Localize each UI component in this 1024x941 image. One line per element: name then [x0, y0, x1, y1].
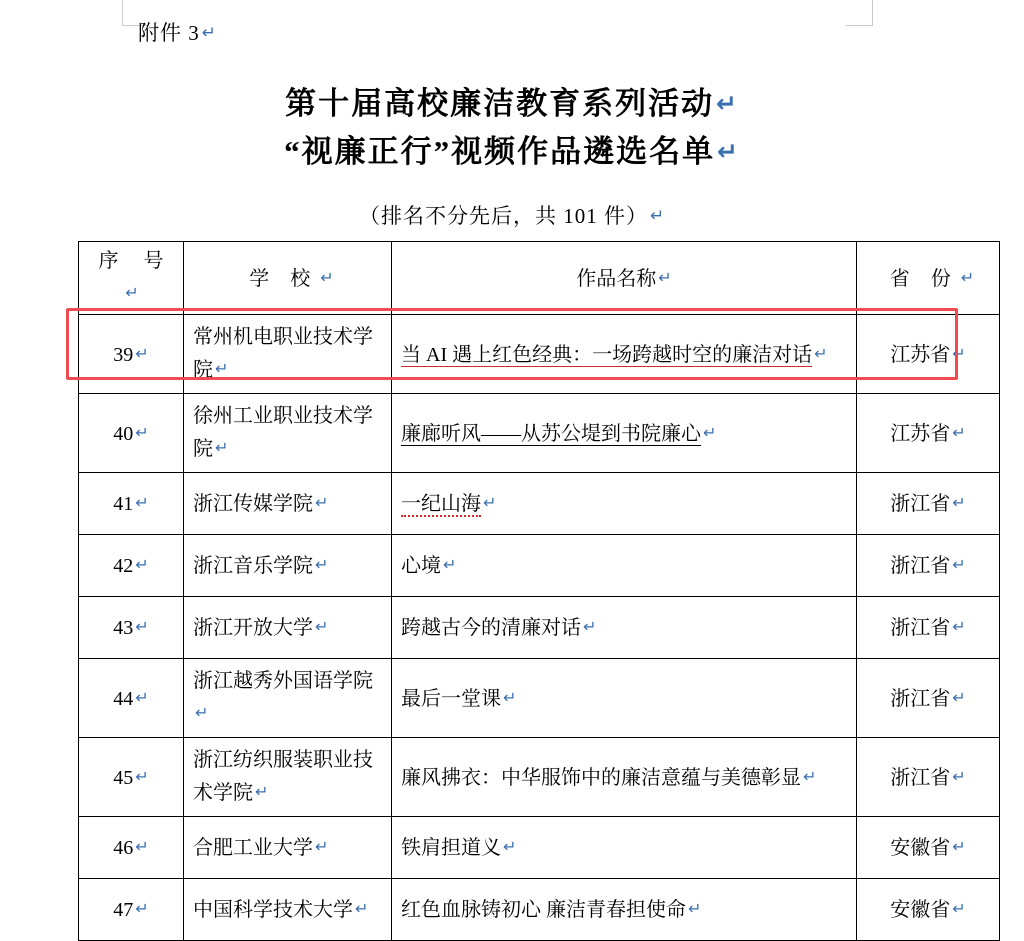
cell-school: [184, 315, 392, 394]
cell-work: [392, 315, 857, 394]
pilcrow-mark: ↵: [135, 837, 149, 856]
cell-province-value: 江苏省: [890, 343, 951, 366]
column-header-province: [857, 242, 1000, 315]
cell-province-value: 浙江省: [890, 617, 951, 639]
pilcrow-mark: ↵: [315, 617, 329, 636]
pilcrow-mark: ↵: [583, 617, 597, 636]
cell-work-value: 一纪山海: [401, 493, 481, 515]
column-header-school-label: 学 校: [249, 267, 319, 290]
cell-province: [857, 535, 1000, 597]
pilcrow-mark: ↵: [952, 422, 966, 442]
selection-list-table: [78, 241, 1000, 941]
cell-no: [79, 315, 184, 394]
cell-school: [184, 394, 392, 473]
cell-province: [857, 659, 1000, 738]
table-row: [79, 315, 1000, 394]
cell-province: [857, 315, 1000, 394]
pilcrow-mark: ↵: [649, 205, 666, 225]
page-corner-mark-top-right-horizontal: [846, 25, 872, 26]
pilcrow-mark: ↵: [135, 899, 149, 918]
pilcrow-mark: ↵: [315, 555, 329, 574]
cell-no: [79, 879, 184, 941]
cell-work: [392, 597, 857, 659]
table-header: [79, 242, 1000, 315]
pilcrow-mark: ↵: [135, 617, 149, 636]
page-corner-mark-top-right-vertical: [872, 0, 873, 26]
pilcrow-mark: ↵: [503, 687, 517, 707]
page-subtitle: [0, 200, 1024, 230]
pilcrow-mark: ↵: [201, 22, 217, 42]
pilcrow-mark: ↵: [803, 766, 817, 786]
attachment-label: [138, 17, 217, 47]
pilcrow-mark: ↵: [135, 766, 149, 786]
cell-school-value: 合肥工业大学: [193, 837, 313, 859]
cell-school-value: 浙江开放大学: [193, 617, 313, 639]
cell-work-value: 最后一堂课: [401, 687, 501, 710]
cell-no-value: 43: [113, 617, 134, 639]
cell-no: [79, 394, 184, 473]
cell-work-value: 当 AI 遇上红色经典：一场跨越时空的廉洁对话: [401, 343, 813, 366]
table-row: [79, 473, 1000, 535]
pilcrow-mark: ↵: [320, 267, 334, 287]
cell-province: [857, 817, 1000, 879]
pilcrow-mark: ↵: [195, 703, 209, 722]
pilcrow-mark: ↵: [215, 359, 229, 378]
pilcrow-mark: ↵: [125, 283, 139, 302]
pilcrow-mark: ↵: [215, 438, 229, 457]
cell-no: [79, 597, 184, 659]
cell-province-value: 安徽省: [890, 837, 951, 859]
cell-province: [857, 738, 1000, 817]
cell-no: [79, 535, 184, 597]
column-header-school: [184, 242, 392, 315]
pilcrow-mark: ↵: [688, 899, 702, 918]
cell-province: [857, 879, 1000, 941]
pilcrow-mark: ↵: [952, 687, 966, 707]
subtitle-text: （排名不分先后，共 101 件）: [358, 204, 648, 228]
cell-work: [392, 738, 857, 817]
column-header-no-label: 序 号: [98, 250, 174, 272]
title-line-1-wrap: [0, 80, 1024, 128]
cell-school-value: 浙江越秀外国语学院: [193, 670, 373, 692]
pilcrow-mark: ↵: [814, 343, 828, 363]
cell-no-value: 46: [113, 837, 134, 859]
table-row: [79, 535, 1000, 597]
cell-province-value: 浙江省: [890, 687, 951, 710]
pilcrow-mark: ↵: [952, 617, 966, 636]
pilcrow-mark: ↵: [135, 422, 149, 442]
cell-school: [184, 535, 392, 597]
cell-school-value: 徐州工业职业技术学院: [193, 405, 373, 460]
cell-no: [79, 817, 184, 879]
cell-province: [857, 597, 1000, 659]
cell-province-value: 浙江省: [890, 493, 951, 515]
cell-no-value: 40: [113, 422, 134, 445]
cell-no-value: 41: [113, 493, 134, 515]
cell-school-value: 中国科学技术大学: [193, 899, 353, 921]
cell-no: [79, 738, 184, 817]
pilcrow-mark: ↵: [135, 343, 149, 363]
cell-no: [79, 659, 184, 738]
pilcrow-mark: ↵: [135, 555, 149, 574]
pilcrow-mark: ↵: [355, 899, 369, 918]
pilcrow-mark: ↵: [952, 343, 966, 363]
cell-school-value: 常州机电职业技术学院: [193, 326, 373, 381]
cell-work: [392, 879, 857, 941]
pilcrow-mark: ↵: [703, 422, 717, 442]
cell-work-value: 廉风拂衣：中华服饰中的廉洁意蕴与美德彰显: [401, 766, 801, 789]
column-header-work: [392, 242, 857, 315]
pilcrow-mark: ↵: [503, 837, 517, 856]
cell-province: [857, 394, 1000, 473]
cell-work: [392, 394, 857, 473]
cell-province-value: 浙江省: [890, 555, 951, 577]
pilcrow-mark: ↵: [443, 555, 457, 574]
table-row: [79, 879, 1000, 941]
table-row: [79, 394, 1000, 473]
pilcrow-mark: ↵: [717, 137, 740, 166]
table-row: [79, 738, 1000, 817]
cell-work-value: 铁肩担道义: [401, 837, 501, 859]
cell-province-value: 江苏省: [890, 422, 951, 445]
column-header-province-label: 省 份: [889, 267, 959, 290]
cell-school: [184, 659, 392, 738]
pilcrow-mark: ↵: [315, 837, 329, 856]
table-row: [79, 817, 1000, 879]
cell-school: [184, 738, 392, 817]
cell-province-value: 安徽省: [890, 899, 951, 921]
pilcrow-mark: ↵: [960, 267, 975, 287]
table-body: [79, 315, 1000, 941]
pilcrow-mark: ↵: [315, 493, 329, 512]
attachment-label-text: 附件 3: [138, 21, 200, 45]
cell-school-value: 浙江音乐学院: [193, 555, 313, 577]
title-line-2: “视廉正行”视频作品遴选名单: [284, 134, 716, 169]
column-header-work-label: 作品名称: [576, 267, 657, 290]
cell-work: [392, 817, 857, 879]
cell-school: [184, 473, 392, 535]
pilcrow-mark: ↵: [952, 837, 966, 856]
pilcrow-mark: ↵: [135, 687, 149, 707]
pilcrow-mark: ↵: [716, 89, 739, 118]
cell-no-value: 44: [113, 687, 134, 710]
cell-school: [184, 817, 392, 879]
cell-no-value: 47: [113, 899, 134, 921]
table-row: [79, 659, 1000, 738]
table-header-row: [79, 242, 1000, 315]
cell-work-value: 廉廊听风——从苏公堤到书院廉心: [401, 422, 701, 445]
pilcrow-mark: ↵: [952, 899, 966, 918]
title-line-2-wrap: [0, 128, 1024, 176]
cell-no: [79, 473, 184, 535]
cell-work: [392, 535, 857, 597]
cell-school: [184, 597, 392, 659]
title-line-1: 第十届高校廉洁教育系列活动: [285, 86, 715, 121]
page-corner-mark-top-left-vertical: [122, 0, 123, 26]
pilcrow-mark: ↵: [255, 782, 269, 801]
cell-province-value: 浙江省: [890, 766, 951, 789]
cell-school: [184, 879, 392, 941]
cell-work-value: 心境: [401, 555, 441, 577]
cell-no-value: 39: [113, 343, 134, 366]
pilcrow-mark: ↵: [135, 493, 149, 512]
page-title: [0, 80, 1024, 176]
column-header-no: [79, 242, 184, 315]
pilcrow-mark: ↵: [658, 267, 672, 287]
cell-no-value: 42: [113, 555, 134, 577]
table-row: [79, 597, 1000, 659]
cell-province: [857, 473, 1000, 535]
pilcrow-mark: ↵: [952, 555, 966, 574]
cell-work-value: 红色血脉铸初心 廉洁青春担使命: [401, 899, 686, 921]
cell-work: [392, 473, 857, 535]
pilcrow-mark: ↵: [952, 766, 966, 786]
pilcrow-mark: ↵: [952, 493, 966, 512]
cell-school-value: 浙江纺织服装职业技术学院: [193, 749, 373, 804]
cell-school-value: 浙江传媒学院: [193, 493, 313, 515]
cell-work: [392, 659, 857, 738]
cell-no-value: 45: [113, 766, 134, 789]
pilcrow-mark: ↵: [483, 493, 497, 512]
cell-work-value: 跨越古今的清廉对话: [401, 617, 581, 639]
